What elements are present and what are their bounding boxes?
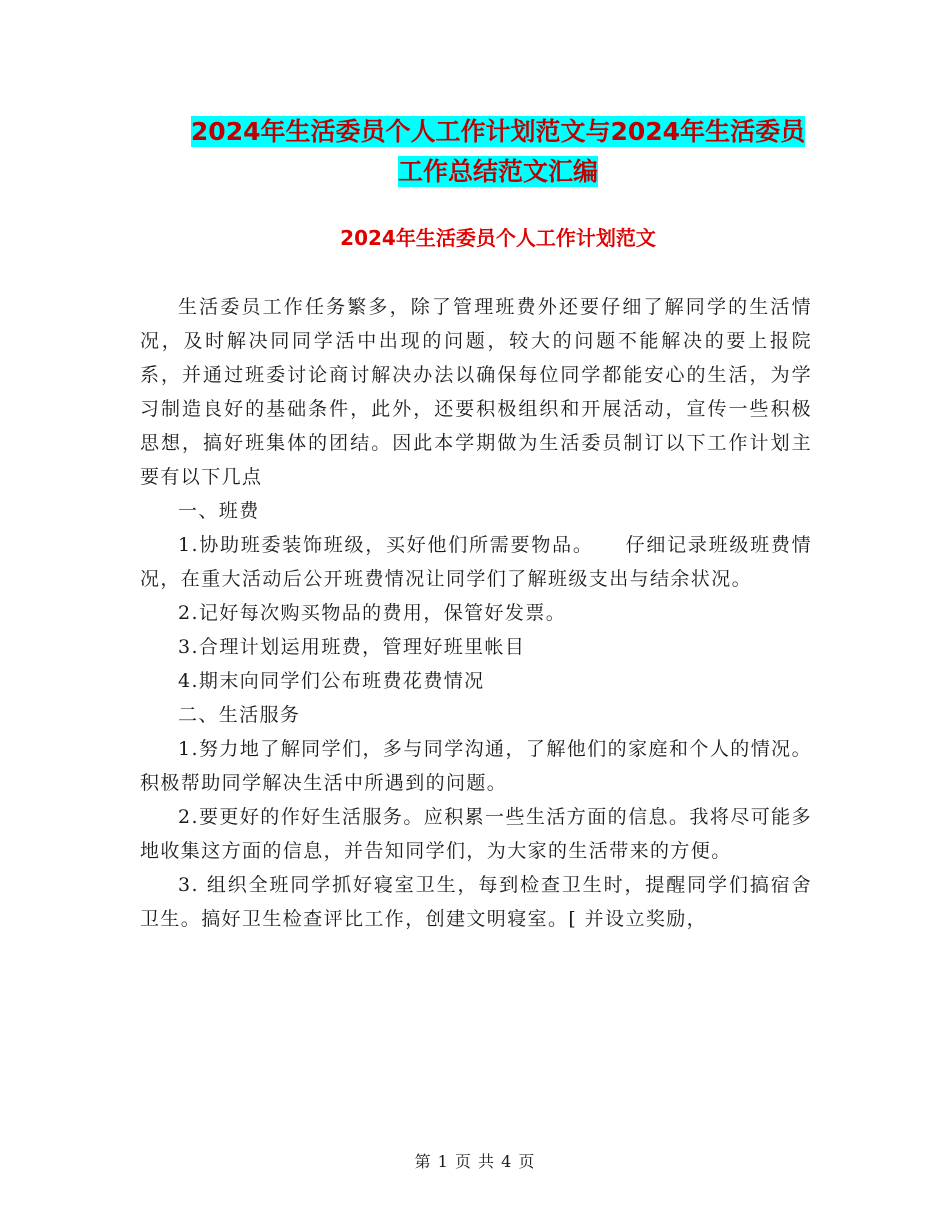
document-title (120, 112, 876, 192)
heading-class-fee: 一、班费 (178, 500, 260, 522)
paragraph-service-3: 3. 组织全班同学抓好寝室卫生，每到检查卫生时，提醒同学们搞宿舍卫生。搞好卫生检查评比工作，创建文明寝室。[ 并设立奖励， (140, 874, 812, 930)
document-body (140, 290, 812, 936)
page-number-footer: 第 1 页 共 4 页 (414, 1152, 536, 1171)
paragraph-service-1: 1.努力地了解同学们，多与同学沟通，了解他们的家庭和个人的情况。积极帮助同学解决生活中所遇到的问题。 (140, 738, 812, 794)
paragraph-fee-3: 3.合理计划运用班费，管理好班里帐目 (178, 636, 526, 658)
document-title-line-2: 工作总结范文汇编 (397, 157, 598, 186)
section-title: 2024年生活委员个人工作计划范文 (340, 226, 656, 250)
paragraph-intro: 生活委员工作任务繁多，除了管理班费外还要仔细了解同学的生活情况，及时解决同同学活中出现的问题，较大的问题不能解决的要上报院系，并通过班委讨论商讨解决办法以确保每位同学都能安心的生活，为学习制造良好的基础条件，此外，还要积极组织和开展活动，宣传一些积极思想，搞好班集体的团结。因此本学期做为生活委员制订以下工作计划主要有以下几点 (140, 296, 812, 488)
paragraph-service-2: 2.要更好的作好生活服务。应积累一些生活方面的信息。我将尽可能多地收集这方面的信息，并告知同学们，为大家的生活带来的方便。 (140, 806, 812, 862)
heading-life-service: 二、生活服务 (178, 704, 301, 726)
paragraph-fee-2: 2.记好每次购买物品的费用，保管好发票。 (178, 602, 567, 624)
document-title-line-1: 2024年生活委员个人工作计划范文与2024年生活委员 (190, 117, 806, 146)
paragraph-fee-1: 1.协助班委装饰班级，买好他们所需要物品。 仔细记录班级班费情况，在重大活动后公开班费情况让同学们了解班级支出与结余状况。 (140, 534, 812, 590)
paragraph-fee-4: 4.期末向同学们公布班费花费情况 (178, 670, 485, 692)
